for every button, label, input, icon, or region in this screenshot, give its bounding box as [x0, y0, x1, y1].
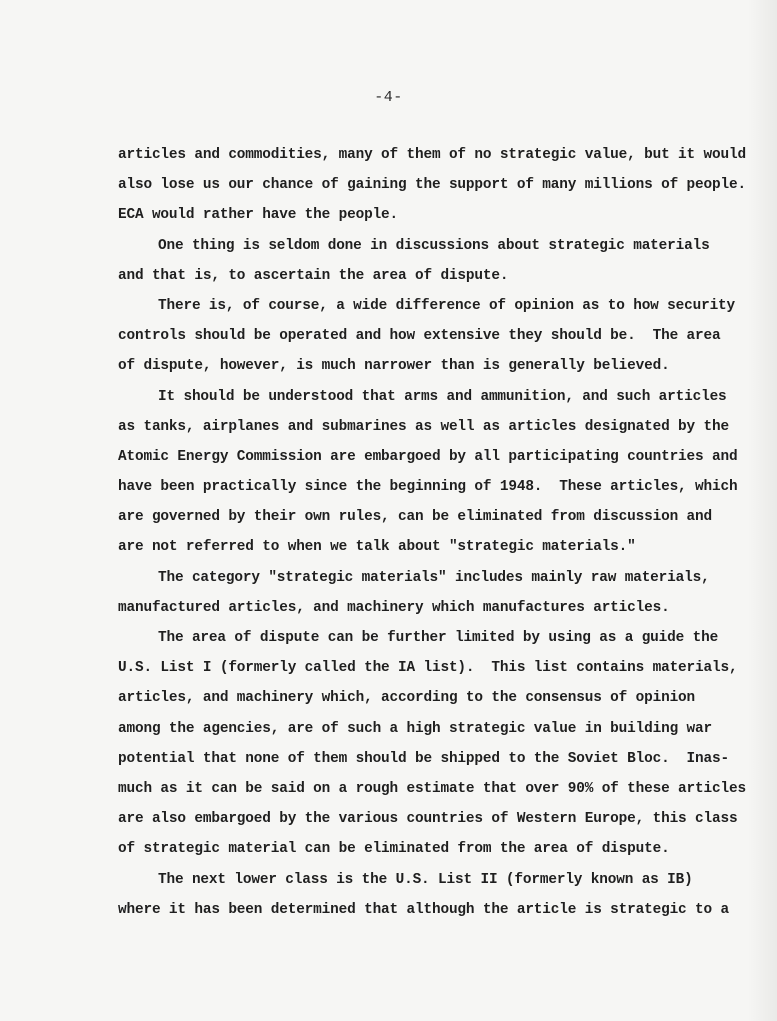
- text-line: potential that none of them should be shipped to the Soviet Bloc. Inas-: [118, 750, 729, 767]
- text-line: have been practically since the beginning of 1948. These articles, which: [118, 479, 738, 496]
- text-line: and that is, to ascertain the area of dispute.: [118, 267, 509, 284]
- page-number: -4-: [374, 89, 403, 106]
- page-edge-shadow: [747, 0, 777, 1021]
- text-line: articles and commodities, many of them of no strategic value, but it would: [118, 147, 746, 163]
- text-line: of dispute, however, is much narrower than is generally believed.: [118, 358, 670, 375]
- text-line: controls should be operated and how extensive they should be. The area: [118, 328, 721, 345]
- text-line: articles, and machinery which, according to the consensus of opinion: [118, 690, 696, 707]
- text-line: Atomic Energy Commission are embargoed by all participating countries and: [118, 448, 738, 465]
- body-text: [118, 140, 746, 925]
- text-line: ECA would rather have the people.: [118, 207, 399, 224]
- text-line: also lose us our chance of gaining the support of many millions of people.: [118, 177, 746, 194]
- text-line: The next lower class is the U.S. List II (formerly known as IB): [158, 871, 693, 888]
- text-line: are governed by their own rules, can be eliminated from discussion and: [118, 509, 713, 526]
- text-line: are not referred to when we talk about "strategic materials.": [118, 539, 636, 556]
- text-line: It should be understood that arms and ammunition, and such articles: [158, 388, 727, 405]
- text-line: manufactured articles, and machinery which manufactures articles.: [118, 599, 670, 616]
- text-line: There is, of course, a wide difference of opinion as to how security: [158, 297, 736, 314]
- text-line: as tanks, airplanes and submarines as well as articles designated by the: [118, 418, 729, 435]
- text-line: among the agencies, are of such a high strategic value in building war: [118, 720, 713, 737]
- text-line: of strategic material can be eliminated from the area of dispute.: [118, 841, 670, 858]
- text-line: U.S. List I (formerly called the IA list). This list contains materials,: [118, 660, 738, 677]
- text-line: The area of dispute can be further limited by using as a guide the: [158, 630, 719, 646]
- text-line: are also embargoed by the various countries of Western Europe, this class: [118, 811, 738, 828]
- text-line: The category "strategic materials" includes mainly raw materials,: [158, 569, 710, 586]
- text-line: where it has been determined that although the article is strategic to a: [118, 901, 729, 918]
- text-line: much as it can be said on a rough estimate that over 90% of these articles: [118, 780, 746, 797]
- text-line: One thing is seldom done in discussions about strategic materials: [158, 237, 710, 254]
